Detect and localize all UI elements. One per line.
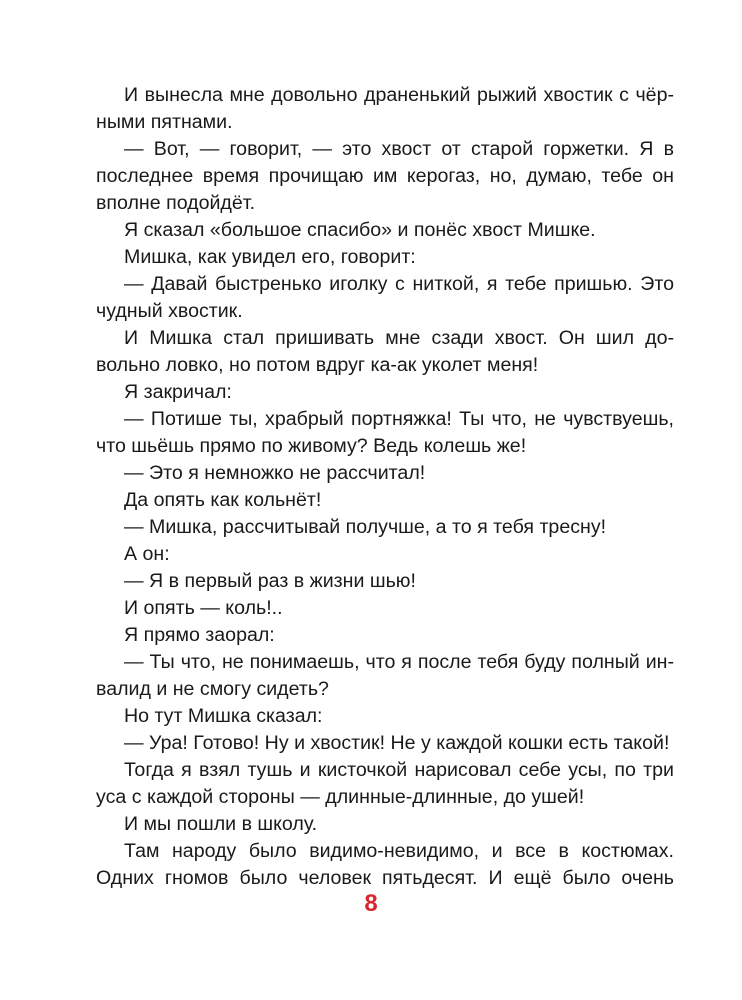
text-line: последнее время прочищаю им керогаз, но, думаю, тебе он: [96, 165, 674, 187]
paragraph: [96, 649, 674, 703]
paragraph: [96, 730, 674, 757]
text-line: Я закричал:: [124, 381, 232, 403]
text-line: — Потише ты, храбрый портняжка! Ты что, не чувствуешь,: [124, 408, 674, 430]
story-text: [96, 82, 674, 892]
paragraph: [96, 460, 674, 487]
paragraph: [96, 703, 674, 730]
paragraph: [96, 568, 674, 595]
text-line: Но тут Мишка сказал:: [124, 705, 323, 727]
text-line: Одних гномов было человек пятьдесят. И ещё было очень: [96, 867, 674, 889]
text-line: Там народу было видимо-невидимо, и все в костюмах.: [124, 840, 674, 862]
text-line: Тогда я взял тушь и кисточкой нарисовал себе усы, по три: [124, 759, 674, 781]
paragraph: [96, 622, 674, 649]
paragraph: [96, 595, 674, 622]
text-line: Мишка, как увидел его, говорит:: [124, 246, 416, 268]
text-line: уса с каждой стороны — длинные-длинные, до ушей!: [96, 786, 585, 808]
paragraph: [96, 244, 674, 271]
text-line: — Ты что, не понимаешь, что я после тебя буду полный ин-: [124, 651, 674, 673]
paragraph: [96, 217, 674, 244]
text-line: — Давай быстренько иголку с ниткой, я тебе пришью. Это: [124, 273, 674, 295]
paragraph: [96, 838, 674, 892]
paragraph: [96, 406, 674, 460]
paragraph: [96, 757, 674, 811]
text-line: И мы пошли в школу.: [124, 813, 318, 835]
text-line: чудный хвостик.: [96, 300, 243, 322]
text-line: — Я в первый раз в жизни шью!: [124, 570, 416, 592]
paragraph: [96, 82, 674, 136]
text-line: Я сказал «большое спасибо» и понёс хвост Мишке.: [124, 219, 596, 241]
paragraph: [96, 487, 674, 514]
text-line: — Это я немножко не рассчитал!: [124, 462, 426, 484]
paragraph: [96, 541, 674, 568]
text-line: И опять — коль!..: [124, 597, 283, 619]
text-line: И Мишка стал пришивать мне сзади хвост. Он шил до-: [124, 327, 674, 349]
text-line: И вынесла мне довольно драненький рыжий хвостик с чёр-: [124, 84, 674, 106]
text-line: Я прямо заорал:: [124, 624, 275, 646]
text-line: вполне подойдёт.: [96, 192, 256, 214]
paragraph: [96, 136, 674, 217]
text-line: Да опять как кольнёт!: [124, 489, 322, 511]
paragraph: [96, 325, 674, 379]
paragraph: [96, 811, 674, 838]
paragraph: [96, 271, 674, 325]
text-line: валид и не смогу сидеть?: [96, 678, 329, 700]
text-line: — Мишка, рассчитывай получше, а то я тебя тресну!: [124, 516, 607, 538]
paragraph: [96, 514, 674, 541]
text-line: — Вот, — говорит, — это хвост от старой горжетки. Я в: [124, 138, 674, 160]
text-line: вольно ловко, но потом вдруг ка-ак уколет меня!: [96, 354, 539, 376]
text-line: — Ура! Готово! Ну и хвостик! Не у каждой кошки есть такой!: [124, 732, 670, 754]
text-line: что шьёшь прямо по живому? Ведь колешь же!: [96, 435, 527, 457]
text-line: ными пятнами.: [96, 111, 233, 133]
paragraph: [96, 379, 674, 406]
text-line: А он:: [124, 543, 170, 565]
page-number: 8: [364, 890, 378, 917]
